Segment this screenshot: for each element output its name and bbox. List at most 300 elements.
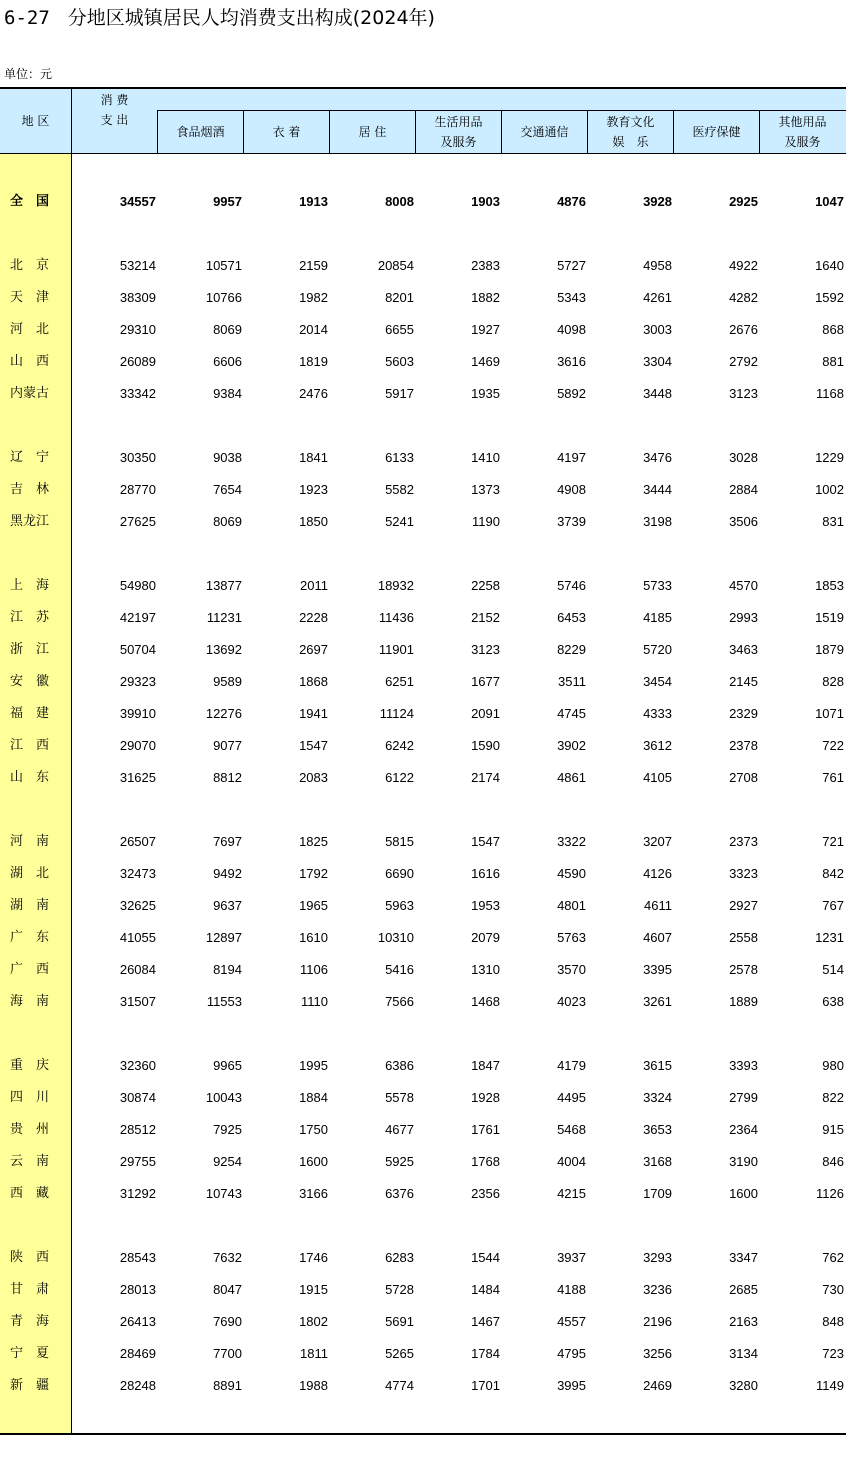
table-cell: 10571 bbox=[205, 258, 242, 273]
table-cell: 3256 bbox=[643, 1346, 672, 1361]
region-name: 江 苏 bbox=[10, 610, 50, 625]
table-cell: 2792 bbox=[729, 354, 758, 369]
table-cell: 1913 bbox=[299, 194, 328, 209]
region-name: 四 川 bbox=[10, 1090, 50, 1105]
table-cell: 2373 bbox=[729, 834, 758, 849]
table-cell: 1746 bbox=[299, 1250, 328, 1265]
region-name: 甘 肃 bbox=[10, 1282, 50, 1297]
table-row bbox=[0, 1338, 846, 1370]
table-cell: 28543 bbox=[119, 1250, 156, 1265]
table-row bbox=[0, 954, 846, 986]
table-cell: 4922 bbox=[729, 258, 758, 273]
table-cell: 10766 bbox=[205, 290, 242, 305]
table-cell: 3304 bbox=[643, 354, 672, 369]
table-row bbox=[0, 730, 846, 762]
region-name: 西 藏 bbox=[10, 1186, 50, 1201]
table-cell: 1847 bbox=[471, 1058, 500, 1073]
table-cell: 42197 bbox=[119, 610, 156, 625]
table-cell: 28770 bbox=[119, 482, 156, 497]
region-name: 广 西 bbox=[10, 962, 50, 977]
table-cell: 1592 bbox=[815, 290, 844, 305]
header-column-line1: 教育文化 bbox=[606, 115, 655, 129]
table-row bbox=[0, 1114, 846, 1146]
table-cell: 3615 bbox=[643, 1058, 672, 1073]
table-cell: 4495 bbox=[557, 1090, 586, 1105]
table-row bbox=[0, 186, 846, 218]
header-total bbox=[72, 89, 157, 131]
table-cell: 32473 bbox=[119, 866, 156, 881]
table-cell: 730 bbox=[822, 1282, 844, 1297]
table-cell: 3902 bbox=[557, 738, 586, 753]
table-cell: 8069 bbox=[213, 514, 242, 529]
table-cell: 5728 bbox=[385, 1282, 414, 1297]
table-row bbox=[0, 570, 846, 602]
table-cell: 1903 bbox=[471, 194, 500, 209]
table-cell: 1784 bbox=[471, 1346, 500, 1361]
table-cell: 1768 bbox=[471, 1154, 500, 1169]
table-cell: 11124 bbox=[379, 706, 414, 721]
header-column-line1: 其他用品 bbox=[778, 115, 827, 129]
table-cell: 7925 bbox=[213, 1122, 242, 1137]
table-cell: 3448 bbox=[643, 386, 672, 401]
table-cell: 10043 bbox=[205, 1090, 242, 1105]
table-cell: 2708 bbox=[729, 770, 758, 785]
table-cell: 29310 bbox=[119, 322, 156, 337]
table-cell: 7654 bbox=[213, 482, 242, 497]
table-cell: 3937 bbox=[557, 1250, 586, 1265]
table-cell: 6122 bbox=[385, 770, 414, 785]
table-row bbox=[0, 474, 846, 506]
table-cell: 11436 bbox=[378, 610, 414, 625]
table-cell: 761 bbox=[822, 770, 844, 785]
table-cell: 28248 bbox=[119, 1378, 156, 1393]
table-cell: 26084 bbox=[119, 962, 156, 977]
table-cell: 5265 bbox=[385, 1346, 414, 1361]
table-cell: 9077 bbox=[213, 738, 242, 753]
region-name: 山 西 bbox=[10, 354, 50, 369]
bottom-rule bbox=[0, 1433, 846, 1435]
header-region-label: 地 区 bbox=[21, 114, 50, 128]
table-cell: 2383 bbox=[471, 258, 500, 273]
table-row bbox=[0, 378, 846, 410]
table-cell: 3454 bbox=[643, 674, 672, 689]
table-cell: 4570 bbox=[729, 578, 758, 593]
table-cell: 5917 bbox=[385, 386, 414, 401]
region-name: 河 北 bbox=[10, 322, 50, 337]
header-total-line2: 支 出 bbox=[100, 113, 129, 127]
header-column-line1: 衣 着 bbox=[272, 125, 301, 139]
table-cell: 12897 bbox=[205, 930, 242, 945]
region-name: 贵 州 bbox=[10, 1122, 50, 1137]
table-cell: 3323 bbox=[729, 866, 758, 881]
table-cell: 9637 bbox=[213, 898, 242, 913]
table-cell: 5468 bbox=[557, 1122, 586, 1137]
table-cell: 1965 bbox=[299, 898, 328, 913]
table-cell: 7690 bbox=[213, 1314, 242, 1329]
table-row bbox=[0, 1242, 846, 1274]
region-name: 宁 夏 bbox=[10, 1346, 50, 1361]
table-cell: 1819 bbox=[299, 354, 328, 369]
table-cell: 2697 bbox=[299, 642, 328, 657]
table-cell: 31292 bbox=[119, 1186, 156, 1201]
table-cell: 2329 bbox=[729, 706, 758, 721]
table-cell: 4876 bbox=[557, 194, 586, 209]
table-cell: 2925 bbox=[729, 194, 758, 209]
table-row bbox=[0, 282, 846, 314]
table-cell: 9492 bbox=[213, 866, 242, 881]
table-cell: 4774 bbox=[385, 1378, 414, 1393]
table-cell: 3463 bbox=[729, 642, 758, 657]
table-cell: 1982 bbox=[299, 290, 328, 305]
table-cell: 10743 bbox=[205, 1186, 242, 1201]
header-total-line1: 消 费 bbox=[100, 93, 129, 107]
unit-label: 单位：元 bbox=[4, 67, 53, 81]
table-cell: 1928 bbox=[471, 1090, 500, 1105]
table-cell: 5892 bbox=[557, 386, 586, 401]
table-cell: 29070 bbox=[119, 738, 156, 753]
table-cell: 5416 bbox=[385, 962, 414, 977]
table-cell: 980 bbox=[822, 1058, 844, 1073]
table-cell: 1547 bbox=[299, 738, 328, 753]
table-cell: 1988 bbox=[299, 1378, 328, 1393]
table-cell: 5241 bbox=[385, 514, 414, 529]
table-cell: 762 bbox=[822, 1250, 844, 1265]
table-cell: 2685 bbox=[729, 1282, 758, 1297]
region-name: 湖 南 bbox=[10, 898, 50, 913]
table-cell: 4745 bbox=[557, 706, 586, 721]
table-cell: 3293 bbox=[643, 1250, 672, 1265]
table-cell: 39910 bbox=[119, 706, 156, 721]
table-cell: 4261 bbox=[643, 290, 672, 305]
table-cell: 3444 bbox=[643, 482, 672, 497]
table-cell: 3168 bbox=[643, 1154, 672, 1169]
table-cell: 868 bbox=[822, 322, 844, 337]
region-name: 广 东 bbox=[10, 930, 50, 945]
table-cell: 3123 bbox=[471, 642, 500, 657]
header-column bbox=[244, 111, 329, 153]
table-cell: 723 bbox=[822, 1346, 844, 1361]
region-name: 内蒙古 bbox=[10, 386, 50, 401]
table-cell: 4590 bbox=[557, 866, 586, 881]
table-row bbox=[0, 1050, 846, 1082]
header-column-line1: 居 住 bbox=[358, 125, 387, 139]
table-row bbox=[0, 250, 846, 282]
table-cell: 638 bbox=[822, 994, 844, 1009]
table-cell: 2091 bbox=[471, 706, 500, 721]
table-cell: 9254 bbox=[213, 1154, 242, 1169]
table-cell: 4557 bbox=[557, 1314, 586, 1329]
table-row bbox=[0, 762, 846, 794]
table-cell: 1761 bbox=[471, 1122, 500, 1137]
table-cell: 41055 bbox=[119, 930, 156, 945]
table-cell: 2228 bbox=[299, 610, 328, 625]
table-title-text: 分地区城镇居民人均消费支出构成(2024年) bbox=[67, 7, 435, 29]
region-name: 全 国 bbox=[10, 194, 50, 209]
table-cell: 4105 bbox=[643, 770, 672, 785]
table-cell: 3928 bbox=[643, 194, 672, 209]
table-cell: 26089 bbox=[119, 354, 156, 369]
table-cell: 1229 bbox=[815, 450, 844, 465]
region-name: 海 南 bbox=[10, 994, 50, 1009]
region-name: 福 建 bbox=[10, 706, 50, 721]
table-cell: 2476 bbox=[299, 386, 328, 401]
table-cell: 915 bbox=[822, 1122, 844, 1137]
table-cell: 1953 bbox=[471, 898, 500, 913]
table-cell: 1106 bbox=[300, 962, 328, 977]
table-cell: 6283 bbox=[385, 1250, 414, 1265]
table-cell: 38309 bbox=[119, 290, 156, 305]
table-row bbox=[0, 1178, 846, 1210]
table-cell: 8047 bbox=[213, 1282, 242, 1297]
table-cell: 26413 bbox=[119, 1314, 156, 1329]
table-cell: 2258 bbox=[471, 578, 500, 593]
region-name: 黑龙江 bbox=[10, 514, 50, 529]
table-cell: 2378 bbox=[729, 738, 758, 753]
table-cell: 3003 bbox=[643, 322, 672, 337]
table-row bbox=[0, 858, 846, 890]
header-column-line1: 交通通信 bbox=[520, 125, 569, 139]
header-column-line1: 医疗保健 bbox=[692, 125, 741, 139]
table-row bbox=[0, 666, 846, 698]
region-name: 陕 西 bbox=[10, 1250, 50, 1265]
table-cell: 6690 bbox=[385, 866, 414, 881]
table-cell: 3236 bbox=[643, 1282, 672, 1297]
table-cell: 9038 bbox=[213, 450, 242, 465]
table-cell: 2364 bbox=[729, 1122, 758, 1137]
table-cell: 1600 bbox=[729, 1186, 758, 1201]
table-cell: 3653 bbox=[643, 1122, 672, 1137]
table-cell: 3511 bbox=[558, 674, 586, 689]
table-cell: 1935 bbox=[471, 386, 500, 401]
table-cell: 514 bbox=[822, 962, 844, 977]
table-cell: 1889 bbox=[729, 994, 758, 1009]
table-cell: 3123 bbox=[729, 386, 758, 401]
table-cell: 1310 bbox=[471, 962, 500, 977]
table-cell: 1484 bbox=[471, 1282, 500, 1297]
region-name: 河 南 bbox=[10, 834, 50, 849]
table-cell: 722 bbox=[822, 738, 844, 753]
header-column-line2: 娱 乐 bbox=[612, 135, 649, 149]
table-cell: 2884 bbox=[729, 482, 758, 497]
table-cell: 6133 bbox=[385, 450, 414, 465]
table-cell: 1168 bbox=[816, 386, 844, 401]
table-cell: 5727 bbox=[557, 258, 586, 273]
table-cell: 1616 bbox=[471, 866, 500, 881]
table-cell: 1850 bbox=[299, 514, 328, 529]
table-row bbox=[0, 1146, 846, 1178]
region-name: 安 徽 bbox=[10, 674, 50, 689]
table-cell: 2927 bbox=[729, 898, 758, 913]
table-cell: 10310 bbox=[377, 930, 414, 945]
table-cell: 3207 bbox=[643, 834, 672, 849]
table-cell: 3261 bbox=[643, 994, 672, 1009]
table-cell: 5963 bbox=[385, 898, 414, 913]
table-cell: 3347 bbox=[729, 1250, 758, 1265]
table-cell: 1802 bbox=[299, 1314, 328, 1329]
table-row bbox=[0, 1370, 846, 1402]
region-name: 山 东 bbox=[10, 770, 50, 785]
header-column bbox=[158, 111, 243, 153]
table-cell: 3198 bbox=[643, 514, 672, 529]
table-cell: 3134 bbox=[729, 1346, 758, 1361]
table-cell: 4611 bbox=[644, 898, 672, 913]
table-row bbox=[0, 890, 846, 922]
table-cell: 4179 bbox=[557, 1058, 586, 1073]
table-cell: 50704 bbox=[119, 642, 156, 657]
table-cell: 8194 bbox=[213, 962, 242, 977]
table-cell: 2578 bbox=[729, 962, 758, 977]
table-cell: 26507 bbox=[119, 834, 156, 849]
table-cell: 7632 bbox=[213, 1250, 242, 1265]
table-cell: 4908 bbox=[557, 482, 586, 497]
table-cell: 1468 bbox=[471, 994, 500, 1009]
table-cell: 1002 bbox=[815, 482, 844, 497]
table-cell: 8812 bbox=[213, 770, 242, 785]
table-cell: 3322 bbox=[557, 834, 586, 849]
table-cell: 6453 bbox=[557, 610, 586, 625]
table-cell: 1110 bbox=[301, 994, 328, 1009]
table-cell: 27625 bbox=[119, 514, 156, 529]
table-cell: 1231 bbox=[815, 930, 844, 945]
table-cell: 1547 bbox=[471, 834, 500, 849]
table-cell: 1811 bbox=[300, 1346, 328, 1361]
table-cell: 3324 bbox=[643, 1090, 672, 1105]
table-cell: 3028 bbox=[729, 450, 758, 465]
table-cell: 2083 bbox=[299, 770, 328, 785]
region-name: 湖 北 bbox=[10, 866, 50, 881]
table-row bbox=[0, 634, 846, 666]
table-cell: 1610 bbox=[299, 930, 328, 945]
region-name: 浙 江 bbox=[10, 642, 50, 657]
table-cell: 1190 bbox=[472, 514, 500, 529]
table-cell: 11901 bbox=[378, 642, 414, 657]
table-cell: 32625 bbox=[119, 898, 156, 913]
table-cell: 1792 bbox=[299, 866, 328, 881]
table-row bbox=[0, 1274, 846, 1306]
table-row bbox=[0, 826, 846, 858]
table-cell: 822 bbox=[822, 1090, 844, 1105]
table-row bbox=[0, 986, 846, 1018]
table-cell: 1995 bbox=[299, 1058, 328, 1073]
table-cell: 1927 bbox=[471, 322, 500, 337]
header-column bbox=[502, 111, 587, 153]
table-cell: 18932 bbox=[377, 578, 414, 593]
table-row bbox=[0, 1306, 846, 1338]
table-cell: 20854 bbox=[377, 258, 414, 273]
header-column-line2: 及服务 bbox=[440, 135, 477, 149]
table-number: 6-27 bbox=[4, 7, 50, 29]
table-cell: 4958 bbox=[643, 258, 672, 273]
table-cell: 828 bbox=[822, 674, 844, 689]
table-cell: 3616 bbox=[557, 354, 586, 369]
table-cell: 4607 bbox=[643, 930, 672, 945]
table-cell: 8229 bbox=[557, 642, 586, 657]
table-cell: 2163 bbox=[729, 1314, 758, 1329]
table-cell: 31625 bbox=[119, 770, 156, 785]
header-column bbox=[416, 111, 501, 153]
table-row bbox=[0, 314, 846, 346]
table-cell: 8008 bbox=[385, 194, 414, 209]
table-cell: 5578 bbox=[385, 1090, 414, 1105]
table-cell: 846 bbox=[822, 1154, 844, 1169]
table-cell: 11553 bbox=[206, 994, 242, 1009]
region-name: 新 疆 bbox=[10, 1378, 50, 1393]
table-cell: 3166 bbox=[299, 1186, 328, 1201]
table-cell: 1677 bbox=[471, 674, 500, 689]
table-cell: 2196 bbox=[643, 1314, 672, 1329]
table-cell: 30350 bbox=[119, 450, 156, 465]
table-cell: 1825 bbox=[299, 834, 328, 849]
table-cell: 4795 bbox=[557, 1346, 586, 1361]
table-cell: 3612 bbox=[643, 738, 672, 753]
table-cell: 4023 bbox=[557, 994, 586, 1009]
table-cell: 4004 bbox=[557, 1154, 586, 1169]
table-cell: 3995 bbox=[557, 1378, 586, 1393]
table-cell: 1709 bbox=[643, 1186, 672, 1201]
table-row bbox=[0, 922, 846, 954]
table-cell: 2145 bbox=[729, 674, 758, 689]
table-cell: 54980 bbox=[119, 578, 156, 593]
table-cell: 3570 bbox=[557, 962, 586, 977]
table-cell: 2799 bbox=[729, 1090, 758, 1105]
region-name: 上 海 bbox=[10, 578, 50, 593]
region-name: 江 西 bbox=[10, 738, 50, 753]
region-name: 天 津 bbox=[10, 290, 50, 305]
table-cell: 4185 bbox=[643, 610, 672, 625]
table-row bbox=[0, 602, 846, 634]
header-region bbox=[0, 89, 71, 153]
table-cell: 8201 bbox=[385, 290, 414, 305]
table-cell: 29755 bbox=[119, 1154, 156, 1169]
table-cell: 4861 bbox=[557, 770, 586, 785]
table-cell: 1701 bbox=[471, 1378, 500, 1393]
table-cell: 53214 bbox=[119, 258, 156, 273]
table-row bbox=[0, 698, 846, 730]
table-cell: 1149 bbox=[816, 1378, 844, 1393]
table-cell: 1373 bbox=[471, 482, 500, 497]
header-column-line1: 食品烟酒 bbox=[176, 125, 225, 139]
table-cell: 3739 bbox=[557, 514, 586, 529]
region-name: 重 庆 bbox=[10, 1058, 50, 1073]
table-cell: 33342 bbox=[119, 386, 156, 401]
table-cell: 8069 bbox=[213, 322, 242, 337]
region-name: 北 京 bbox=[10, 258, 50, 273]
table-cell: 1047 bbox=[815, 194, 844, 209]
table-cell: 9965 bbox=[213, 1058, 242, 1073]
table-cell: 7700 bbox=[213, 1346, 242, 1361]
table-cell: 5603 bbox=[385, 354, 414, 369]
header-column bbox=[674, 111, 759, 153]
table-cell: 1941 bbox=[299, 706, 328, 721]
table-cell: 1640 bbox=[815, 258, 844, 273]
table-title bbox=[4, 4, 435, 32]
table-cell: 7566 bbox=[385, 994, 414, 1009]
table-cell: 6606 bbox=[213, 354, 242, 369]
table-cell: 848 bbox=[822, 1314, 844, 1329]
header-column bbox=[330, 111, 415, 153]
table-cell: 767 bbox=[822, 898, 844, 913]
table-cell: 8891 bbox=[213, 1378, 242, 1393]
table-cell: 1879 bbox=[815, 642, 844, 657]
table-cell: 28469 bbox=[119, 1346, 156, 1361]
table-cell: 5343 bbox=[557, 290, 586, 305]
table-cell: 2152 bbox=[471, 610, 500, 625]
table-cell: 30874 bbox=[119, 1090, 156, 1105]
table-cell: 2469 bbox=[643, 1378, 672, 1393]
table-cell: 5582 bbox=[385, 482, 414, 497]
table-cell: 1923 bbox=[299, 482, 328, 497]
table-cell: 2356 bbox=[471, 1186, 500, 1201]
